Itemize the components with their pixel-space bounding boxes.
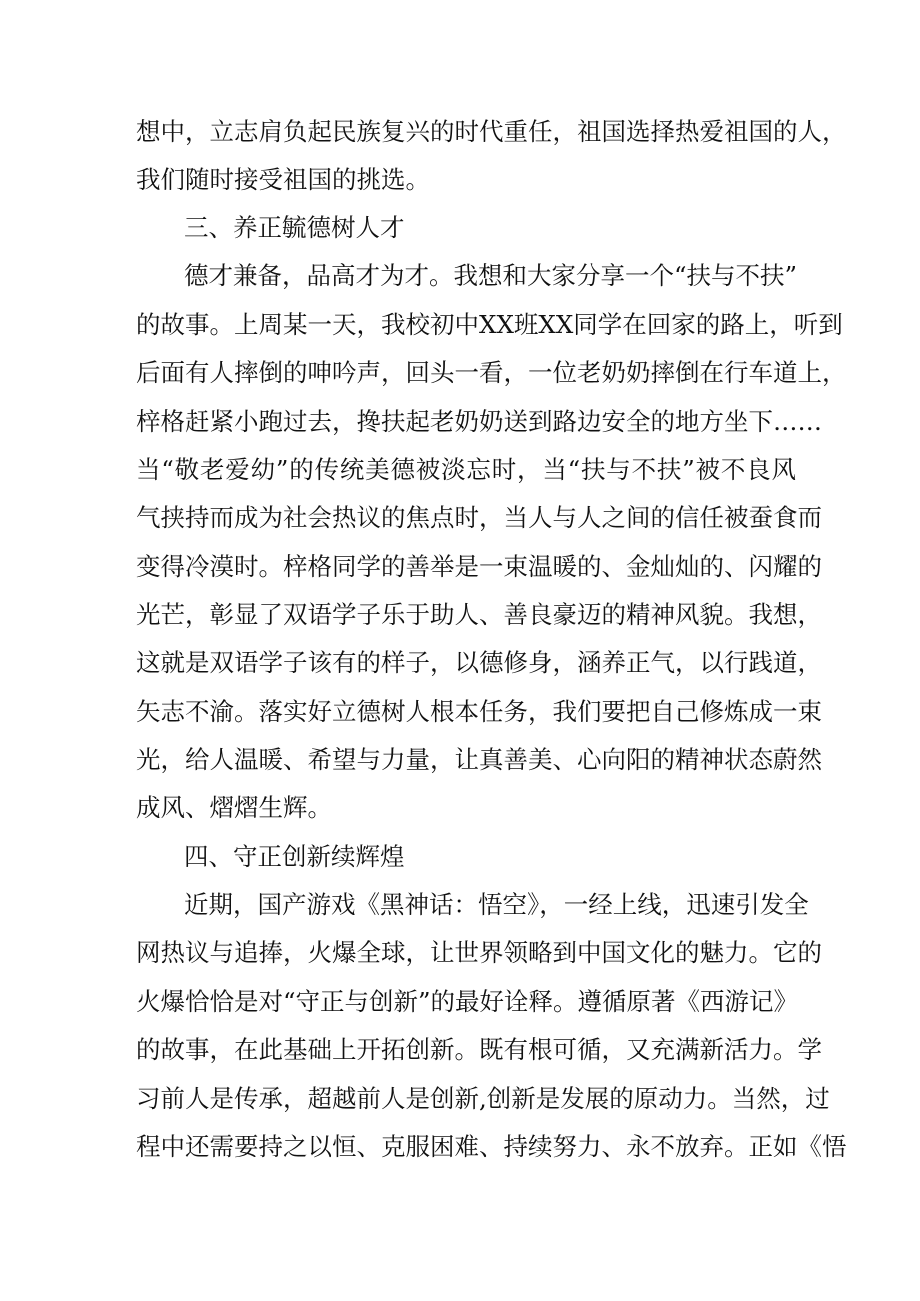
section-heading-3: 三、养正毓德树人才 <box>184 213 405 242</box>
paragraph-line: 后面有人摔倒的呻吟声，回头一看，一位老奶奶摔倒在行车道上， <box>136 358 847 387</box>
paragraph-line: 这就是双语学子该有的样子，以德修身，涵养正气，以行践道， <box>136 648 822 677</box>
paragraph-line: 我们随时接受祖国的挑选。 <box>136 165 430 194</box>
paragraph-line: 近期，国产游戏《黑神话：悟空》，一经上线，迅速引发全 <box>184 890 809 919</box>
paragraph-line: 的故事。上周某一天，我校初中XX班XX同学在回家的路上，听到 <box>136 310 843 339</box>
paragraph-line: 变得冷漠时。梓格同学的善举是一束温暖的、金灿灿的、闪耀的 <box>136 552 822 581</box>
paragraph-line: 习前人是传承，超越前人是创新,创新是发展的原动力。当然，过 <box>136 1084 830 1113</box>
paragraph-line: 想中，立志肩负起民族复兴的时代重任，祖国选择热爱祖国的人， <box>136 117 847 146</box>
section-heading-4: 四、守正创新续辉煌 <box>184 842 405 871</box>
paragraph-line: 矢志不渝。落实好立德树人根本任务，我们要把自己修炼成一束 <box>136 697 822 726</box>
paragraph-line: 光，给人温暖、希望与力量，让真善美、心向阳的精神状态蔚然 <box>136 745 822 774</box>
paragraph-line: 火爆恰恰是对“守正与创新”的最好诠释。遵循原著《西游记》 <box>136 987 799 1016</box>
paragraph-line: 成风、熠熠生辉。 <box>136 793 332 822</box>
paragraph-line: 气挟持而成为社会热议的焦点时，当人与人之间的信任被蚕食而 <box>136 503 822 532</box>
paragraph-line: 当“敬老爱幼”的传统美德被淡忘时，当“扶与不扶”被不良风 <box>136 455 796 484</box>
paragraph-line: 梓格赶紧小跑过去，搀扶起老奶奶送到路边安全的地方坐下…… <box>136 407 822 436</box>
paragraph-line: 德才兼备，品高才为才。我想和大家分享一个“扶与不扶” <box>184 261 798 290</box>
paragraph-line: 的故事，在此基础上开拓创新。既有根可循，又充满新活力。学 <box>136 1035 822 1064</box>
paragraph-line: 光芒，彰显了双语学子乐于助人、善良豪迈的精神风貌。我想， <box>136 600 822 629</box>
paragraph-line: 网热议与追捧，火爆全球，让世界领略到中国文化的魅力。它的 <box>136 938 822 967</box>
paragraph-line: 程中还需要持之以恒、克服困难、持续努力、永不放弃。正如《悟 <box>136 1132 847 1161</box>
